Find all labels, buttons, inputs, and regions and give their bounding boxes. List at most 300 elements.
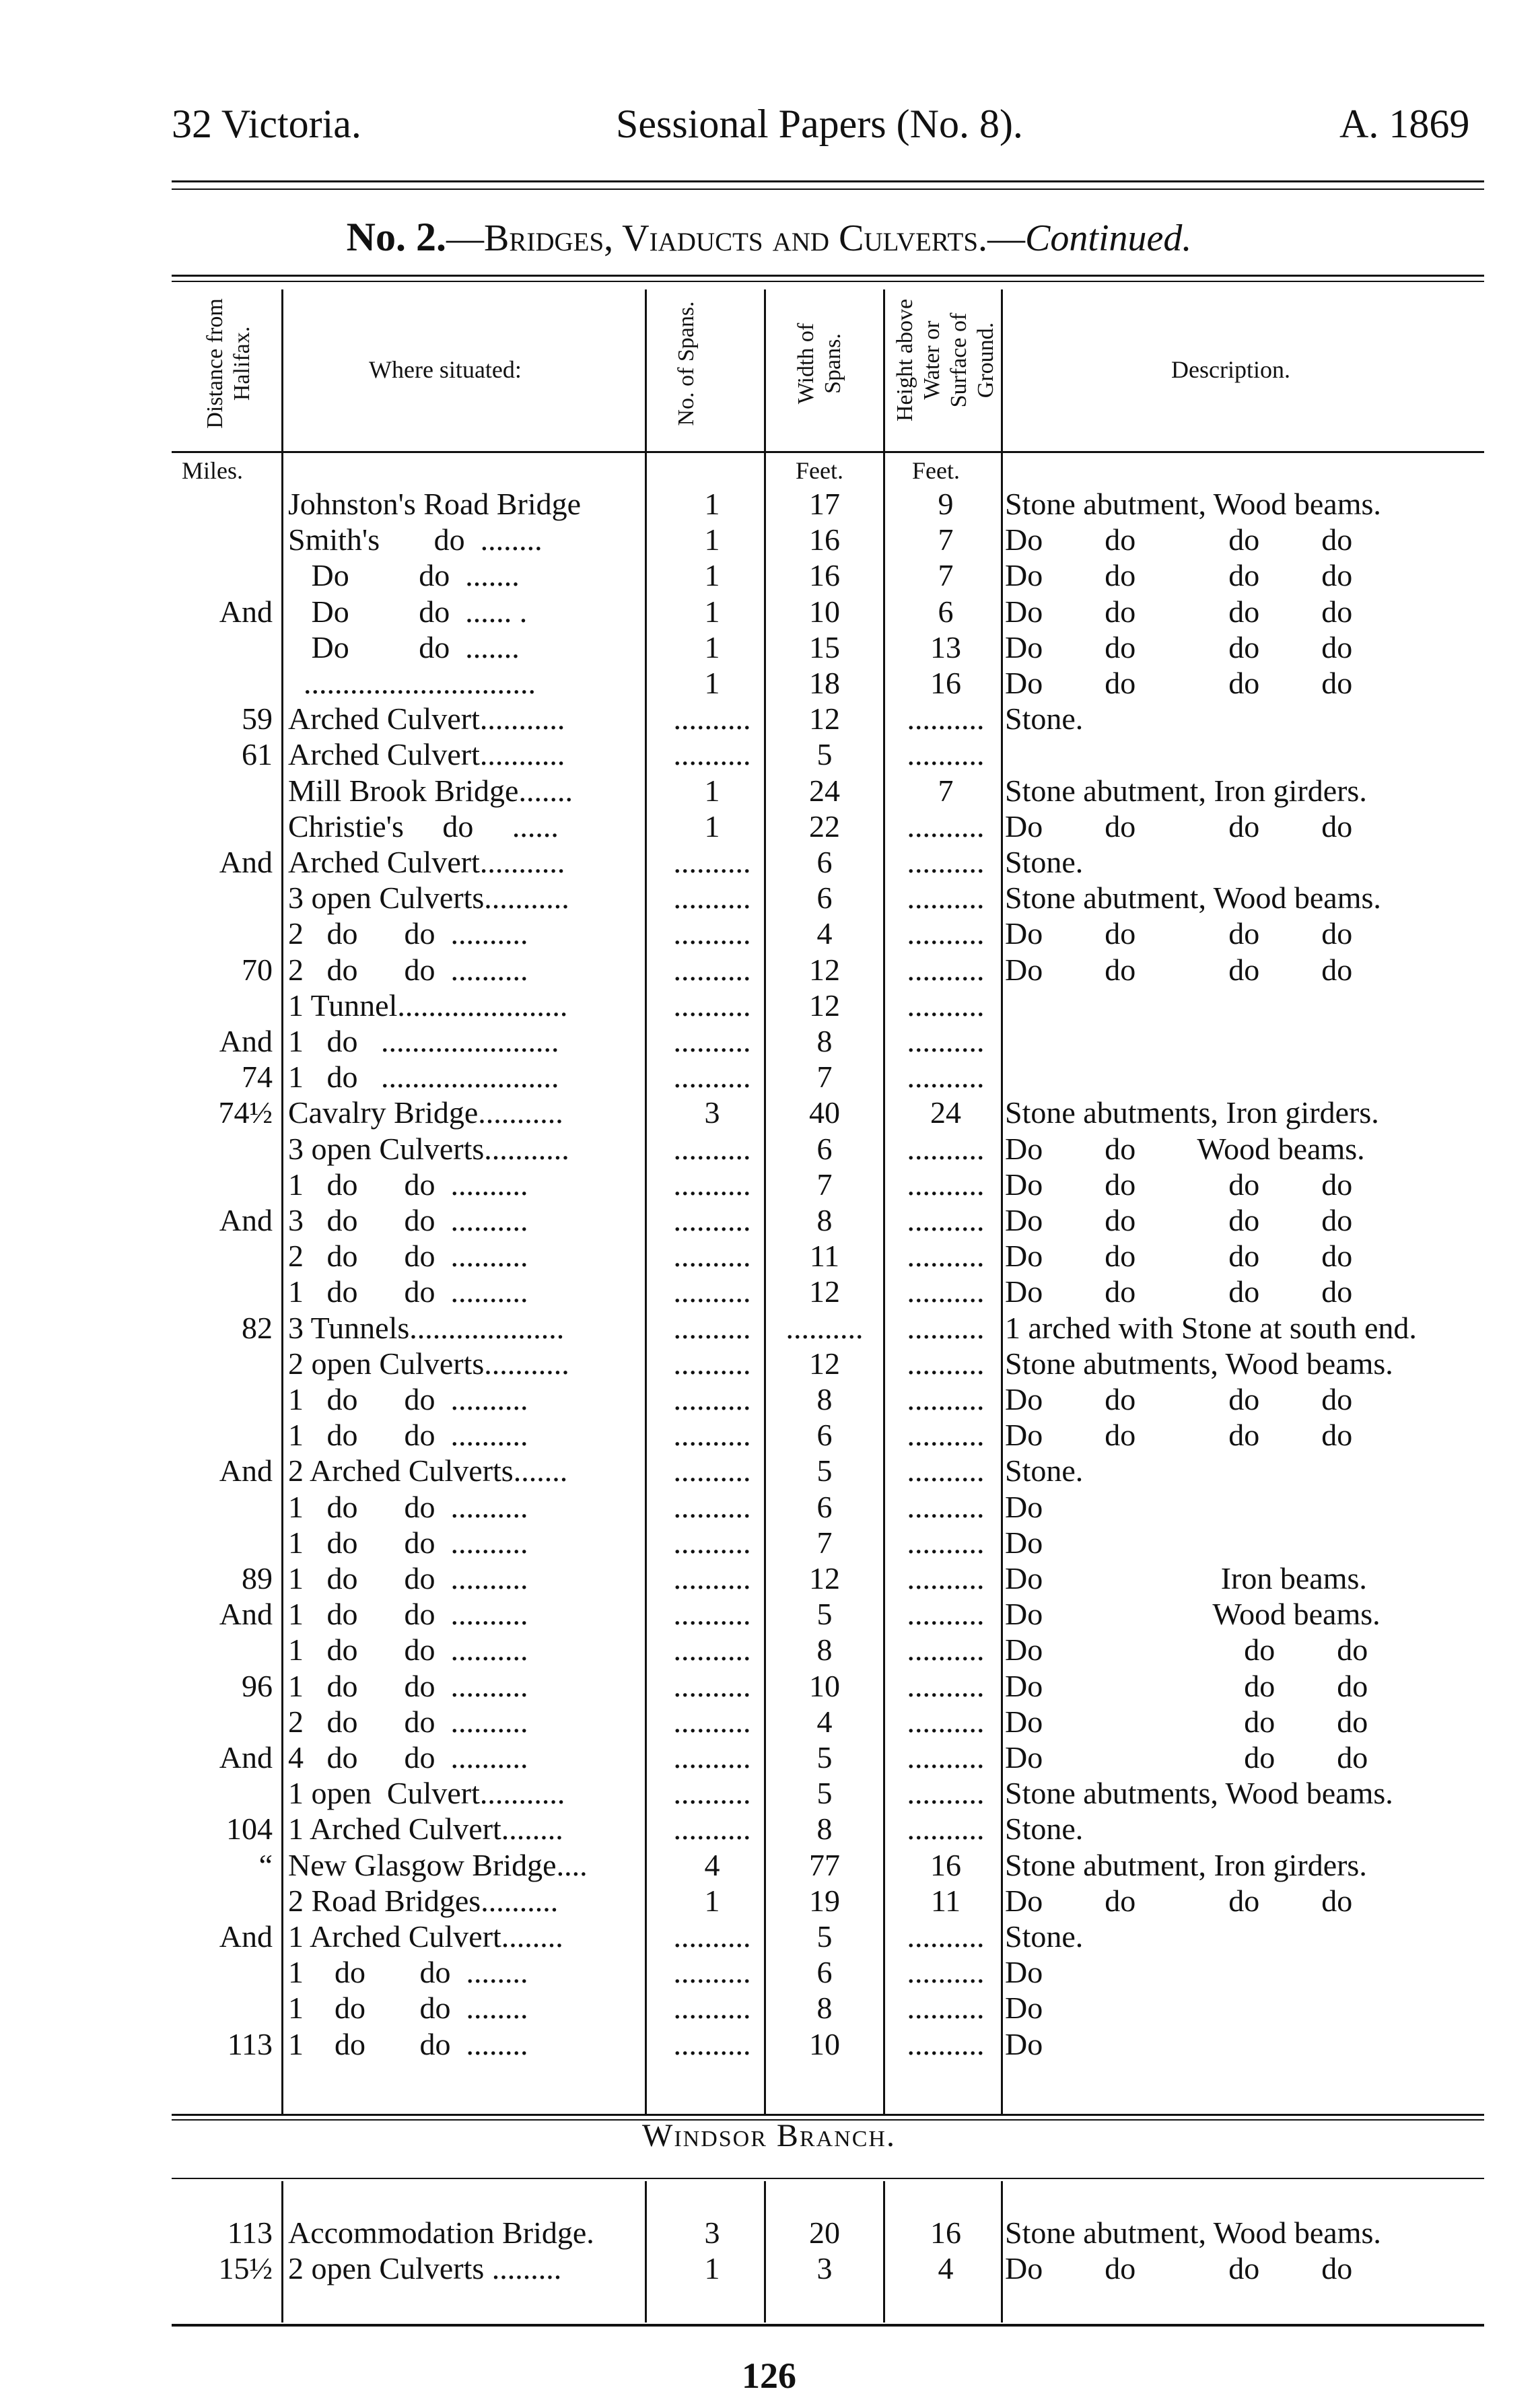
location-cell: 1 do do .......... bbox=[288, 1561, 528, 1595]
width-cell: 8 bbox=[816, 1203, 833, 1237]
table-top-rule bbox=[172, 275, 1484, 277]
width-cell: 8 bbox=[816, 1024, 833, 1058]
description-cell: Do do do do bbox=[1005, 916, 1353, 951]
table-row bbox=[0, 629, 1538, 665]
width-cell: 6 bbox=[816, 1955, 833, 1990]
spans-cell: .......... bbox=[673, 1382, 751, 1416]
height-cell: 4 bbox=[938, 2251, 954, 2285]
height-cell: 11 bbox=[930, 1883, 961, 1918]
spans-cell: .......... bbox=[673, 1776, 751, 1811]
description-cell: Stone. bbox=[1005, 701, 1084, 736]
description-cell: Do do do do bbox=[1005, 1203, 1353, 1237]
width-cell: 40 bbox=[809, 1095, 840, 1130]
height-cell: .......... bbox=[907, 1489, 985, 1524]
width-cell: 6 bbox=[816, 1418, 833, 1453]
location-cell: 2 Road Bridges.......... bbox=[288, 1883, 559, 1918]
table-row bbox=[0, 1310, 1538, 1346]
height-cell: .......... bbox=[907, 1239, 985, 1274]
height-cell: .......... bbox=[907, 1776, 985, 1811]
location-cell: 3 do do .......... bbox=[288, 1203, 528, 1237]
spans-cell: 1 bbox=[704, 2251, 720, 2285]
description-cell: Do Iron beams. bbox=[1005, 1561, 1367, 1595]
width-cell: 77 bbox=[809, 1847, 840, 1882]
location-cell: 1 do do ........ bbox=[288, 1991, 528, 2026]
width-cell: 12 bbox=[809, 1346, 840, 1381]
description-cell: Stone. bbox=[1005, 845, 1084, 879]
width-cell: 16 bbox=[809, 522, 840, 557]
height-cell: .......... bbox=[907, 916, 985, 951]
spans-cell: 4 bbox=[704, 1847, 720, 1882]
description-cell: Stone abutment, Iron girders. bbox=[1005, 1847, 1367, 1882]
table-row bbox=[0, 1740, 1538, 1775]
distance-cell: 70 bbox=[242, 952, 273, 987]
header-right: A. 1869 bbox=[1339, 102, 1470, 146]
height-cell: .......... bbox=[907, 1561, 985, 1595]
spans-cell: .......... bbox=[673, 1740, 751, 1775]
distance-cell: And bbox=[219, 1919, 273, 1954]
height-cell: .......... bbox=[907, 1740, 985, 1775]
description-cell: Do do Wood beams. bbox=[1005, 1131, 1365, 1166]
table-row bbox=[0, 1990, 1538, 2026]
width-cell: 6 bbox=[816, 1131, 833, 1166]
location-cell: 1 do ....................... bbox=[288, 1024, 559, 1058]
spans-cell: .......... bbox=[673, 1239, 751, 1274]
spans-cell: 1 bbox=[704, 594, 720, 629]
table-bottom-rule bbox=[172, 2114, 1484, 2116]
location-cell: 1 do do .......... bbox=[288, 1418, 528, 1453]
spans-cell: .......... bbox=[673, 1167, 751, 1202]
col-head-spans: No. of Spans. bbox=[674, 301, 699, 426]
location-cell: Arched Culvert........... bbox=[288, 845, 565, 879]
table-row bbox=[0, 1847, 1538, 1883]
table-row bbox=[0, 1704, 1538, 1740]
width-cell: 6 bbox=[816, 881, 833, 916]
width-cell: 3 bbox=[816, 2251, 833, 2285]
table-row bbox=[0, 594, 1538, 629]
location-cell: .............................. bbox=[288, 666, 536, 700]
table-row bbox=[0, 486, 1538, 522]
table-row bbox=[0, 1167, 1538, 1202]
col-head-distance: Distance from Halifax. bbox=[203, 298, 254, 429]
description-cell: Stone. bbox=[1005, 1453, 1084, 1488]
height-cell: .......... bbox=[907, 1418, 985, 1453]
location-cell: 1 do do ........ bbox=[288, 2026, 528, 2061]
location-cell: 1 do do .......... bbox=[288, 1668, 528, 1703]
width-cell: 5 bbox=[816, 737, 833, 772]
table-row bbox=[0, 1489, 1538, 1525]
height-cell: .......... bbox=[907, 881, 985, 916]
description-cell: Do do do do bbox=[1005, 1418, 1353, 1453]
spans-cell: .......... bbox=[673, 1991, 751, 2026]
distance-cell: And bbox=[219, 845, 273, 879]
spans-cell: 1 bbox=[704, 522, 720, 557]
spans-cell: 1 bbox=[704, 809, 720, 844]
table-row bbox=[0, 1274, 1538, 1309]
description-cell: Stone. bbox=[1005, 1812, 1084, 1847]
location-cell: 2 do do .......... bbox=[288, 916, 528, 951]
description-cell: Do do do do bbox=[1005, 1883, 1353, 1918]
width-cell: .......... bbox=[785, 1310, 864, 1345]
spans-cell: 3 bbox=[704, 2215, 720, 2250]
width-cell: 7 bbox=[816, 1167, 833, 1202]
location-cell: 2 do do .......... bbox=[288, 952, 528, 987]
description-cell: Do do do bbox=[1005, 1740, 1368, 1775]
location-cell: Accommodation Bridge. bbox=[288, 2215, 594, 2250]
width-cell: 22 bbox=[809, 809, 840, 844]
description-cell: Do bbox=[1005, 1955, 1043, 1990]
height-cell: 16 bbox=[930, 1847, 961, 1882]
width-cell: 8 bbox=[816, 1382, 833, 1416]
description-cell: Stone abutments, Wood beams. bbox=[1005, 1776, 1393, 1811]
table-row bbox=[0, 1954, 1538, 1990]
location-cell: 1 Arched Culvert........ bbox=[288, 1812, 563, 1847]
unit-width-feet: Feet. bbox=[796, 457, 843, 484]
description-cell: Do do do do bbox=[1005, 1382, 1353, 1416]
table-row bbox=[0, 1775, 1538, 1811]
distance-cell: 96 bbox=[242, 1668, 273, 1703]
location-cell: 1 do do .......... bbox=[288, 1274, 528, 1309]
width-cell: 8 bbox=[816, 1812, 833, 1847]
height-cell: .......... bbox=[907, 1668, 985, 1703]
description-cell: Do do do do bbox=[1005, 522, 1353, 557]
width-cell: 6 bbox=[816, 845, 833, 879]
width-cell: 20 bbox=[809, 2215, 840, 2250]
height-cell: .......... bbox=[907, 1167, 985, 1202]
spans-cell: .......... bbox=[673, 1453, 751, 1488]
spans-cell: .......... bbox=[673, 1955, 751, 1990]
height-cell: 24 bbox=[930, 1095, 961, 1130]
width-cell: 8 bbox=[816, 1632, 833, 1667]
unit-height-feet: Feet. bbox=[912, 457, 960, 484]
distance-cell: 89 bbox=[242, 1561, 273, 1595]
col-head-width: Width of Spans. bbox=[794, 322, 845, 405]
distance-cell: 74½ bbox=[218, 1095, 273, 1130]
col-head-where: Where situated: bbox=[369, 356, 522, 383]
location-cell: 1 do ....................... bbox=[288, 1060, 559, 1095]
table-row bbox=[0, 665, 1538, 701]
spans-cell: 1 bbox=[704, 1883, 720, 1918]
table-row bbox=[0, 880, 1538, 916]
width-cell: 12 bbox=[809, 952, 840, 987]
height-cell: .......... bbox=[907, 1597, 985, 1632]
spans-cell: .......... bbox=[673, 1561, 751, 1595]
col-head-description: Description. bbox=[1171, 356, 1290, 383]
location-cell: Mill Brook Bridge....... bbox=[288, 773, 573, 808]
width-cell: 18 bbox=[809, 666, 840, 700]
table-row bbox=[0, 773, 1538, 809]
table-row bbox=[0, 1381, 1538, 1417]
spans-cell: .......... bbox=[673, 737, 751, 772]
distance-cell: 104 bbox=[226, 1812, 273, 1847]
spans-cell: 3 bbox=[704, 1095, 720, 1130]
spans-cell: .......... bbox=[673, 916, 751, 951]
description-cell: Do do do do bbox=[1005, 1274, 1353, 1309]
distance-cell: And bbox=[219, 1453, 273, 1488]
description-cell: Do do do do bbox=[1005, 1167, 1353, 1202]
table-row bbox=[0, 1095, 1538, 1130]
branch-rule bbox=[172, 2178, 1484, 2179]
header-rule-top bbox=[172, 180, 1484, 182]
spans-cell: .......... bbox=[673, 1024, 751, 1058]
description-cell: Stone abutment, Wood beams. bbox=[1005, 2215, 1381, 2250]
width-cell: 10 bbox=[809, 1668, 840, 1703]
distance-cell: And bbox=[219, 594, 273, 629]
height-cell: .......... bbox=[907, 701, 985, 736]
width-cell: 7 bbox=[816, 1060, 833, 1095]
distance-cell: And bbox=[219, 1024, 273, 1058]
spans-cell: .......... bbox=[673, 1418, 751, 1453]
distance-cell: 15½ bbox=[218, 2251, 273, 2285]
spans-cell: .......... bbox=[673, 1668, 751, 1703]
table-row bbox=[0, 557, 1538, 593]
description-cell: Do do do do bbox=[1005, 629, 1353, 664]
height-cell: .......... bbox=[907, 1131, 985, 1166]
height-cell: .......... bbox=[907, 1346, 985, 1381]
page-number: 126 bbox=[742, 2355, 796, 2396]
description-cell: Stone abutment, Wood beams. bbox=[1005, 881, 1381, 916]
table-row bbox=[0, 1023, 1538, 1059]
spans-cell: .......... bbox=[673, 1310, 751, 1345]
height-cell: .......... bbox=[907, 1704, 985, 1739]
table-row bbox=[0, 701, 1538, 736]
heading-rule bbox=[172, 451, 1484, 453]
spans-cell: .......... bbox=[673, 1919, 751, 1954]
height-cell: .......... bbox=[907, 1203, 985, 1237]
description-cell: Do do do do bbox=[1005, 594, 1353, 629]
height-cell: .......... bbox=[907, 1274, 985, 1309]
table-continued: Continued. bbox=[1025, 217, 1192, 259]
height-cell: 6 bbox=[938, 594, 954, 629]
header-center: Sessional Papers (No. 8). bbox=[616, 102, 1023, 146]
spans-cell: .......... bbox=[673, 1704, 751, 1739]
distance-cell: And bbox=[219, 1740, 273, 1775]
description-cell: Do Wood beams. bbox=[1005, 1597, 1380, 1632]
header-rule-bottom bbox=[172, 188, 1484, 190]
description-cell: Stone abutments, Iron girders. bbox=[1005, 1095, 1379, 1130]
location-cell: 2 do do .......... bbox=[288, 1704, 528, 1739]
distance-cell: “ bbox=[258, 1847, 273, 1882]
height-cell: 7 bbox=[938, 522, 954, 557]
table-row bbox=[0, 1632, 1538, 1667]
location-cell: 3 open Culverts........... bbox=[288, 1131, 569, 1166]
distance-cell: 59 bbox=[242, 701, 273, 736]
spans-cell: .......... bbox=[673, 1203, 751, 1237]
distance-cell: 113 bbox=[227, 2215, 273, 2250]
width-cell: 5 bbox=[816, 1453, 833, 1488]
distance-cell: 82 bbox=[242, 1310, 273, 1345]
height-cell: 7 bbox=[938, 558, 954, 593]
table-row bbox=[0, 1919, 1538, 1954]
location-cell: New Glasgow Bridge.... bbox=[288, 1847, 588, 1882]
spans-cell: .......... bbox=[673, 2026, 751, 2061]
description-cell: Stone abutment, Iron girders. bbox=[1005, 773, 1367, 808]
spans-cell: .......... bbox=[673, 845, 751, 879]
height-cell: 13 bbox=[930, 629, 961, 664]
location-cell: Do do ....... bbox=[288, 558, 520, 593]
height-cell: .......... bbox=[907, 2026, 985, 2061]
table-top-rule-2 bbox=[172, 281, 1484, 282]
table-row bbox=[0, 1238, 1538, 1274]
col-head-height: Height above Water or Surface of Ground. bbox=[893, 298, 998, 422]
table-row bbox=[0, 1883, 1538, 1919]
location-cell: 1 Arched Culvert........ bbox=[288, 1919, 563, 1954]
height-cell: .......... bbox=[907, 1525, 985, 1560]
width-cell: 11 bbox=[809, 1239, 840, 1274]
spans-cell: .......... bbox=[673, 1489, 751, 1524]
spans-cell: .......... bbox=[673, 1131, 751, 1166]
page-bottom-rule bbox=[172, 2324, 1484, 2327]
width-cell: 16 bbox=[809, 558, 840, 593]
height-cell: 7 bbox=[938, 773, 954, 808]
location-cell: 4 do do .......... bbox=[288, 1740, 528, 1775]
description-cell: Do do do bbox=[1005, 1704, 1368, 1739]
location-cell: 2 open Culverts ......... bbox=[288, 2251, 562, 2285]
distance-cell: 113 bbox=[227, 2026, 273, 2061]
table-row bbox=[0, 916, 1538, 951]
width-cell: 12 bbox=[809, 701, 840, 736]
distance-cell: And bbox=[219, 1203, 273, 1237]
width-cell: 10 bbox=[809, 594, 840, 629]
height-cell: .......... bbox=[907, 1024, 985, 1058]
location-cell: Cavalry Bridge........... bbox=[288, 1095, 563, 1130]
location-cell: Johnston's Road Bridge bbox=[288, 487, 582, 521]
description-cell: Do do do do bbox=[1005, 558, 1353, 593]
location-cell: Arched Culvert........... bbox=[288, 701, 565, 736]
spans-cell: .......... bbox=[673, 1812, 751, 1847]
height-cell: 16 bbox=[930, 666, 961, 700]
location-cell: 2 open Culverts........... bbox=[288, 1346, 569, 1381]
table-row bbox=[0, 1453, 1538, 1488]
location-cell: Smith's do ........ bbox=[288, 522, 543, 557]
table-row bbox=[0, 1668, 1538, 1704]
width-cell: 6 bbox=[816, 1489, 833, 1524]
table-row bbox=[0, 1560, 1538, 1596]
spans-cell: 1 bbox=[704, 666, 720, 700]
distance-cell: And bbox=[219, 1597, 273, 1632]
height-cell: .......... bbox=[907, 1919, 985, 1954]
table-row bbox=[0, 809, 1538, 844]
description-cell: Stone abutment, Wood beams. bbox=[1005, 487, 1381, 521]
description-cell: Do do do bbox=[1005, 1632, 1368, 1667]
height-cell: .......... bbox=[907, 1382, 985, 1416]
spans-cell: 1 bbox=[704, 629, 720, 664]
location-cell: Do do ....... bbox=[288, 629, 520, 664]
height-cell: .......... bbox=[907, 1955, 985, 1990]
description-cell: Do do do do bbox=[1005, 2251, 1353, 2285]
location-cell: 1 do do ........ bbox=[288, 1955, 528, 1990]
location-cell: 1 open Culvert........... bbox=[288, 1776, 565, 1811]
table-row bbox=[0, 522, 1538, 557]
table-row bbox=[0, 736, 1538, 772]
description-cell: Do bbox=[1005, 2026, 1043, 2061]
height-cell: .......... bbox=[907, 1812, 985, 1847]
height-cell: .......... bbox=[907, 1453, 985, 1488]
spans-cell: .......... bbox=[673, 952, 751, 987]
width-cell: 5 bbox=[816, 1740, 833, 1775]
description-cell: Stone abutments, Wood beams. bbox=[1005, 1346, 1393, 1381]
location-cell: Do do ...... . bbox=[288, 594, 528, 629]
location-cell: 1 do do .......... bbox=[288, 1597, 528, 1632]
description-cell: Stone. bbox=[1005, 1919, 1084, 1954]
width-cell: 15 bbox=[809, 629, 840, 664]
spans-cell: .......... bbox=[673, 988, 751, 1023]
description-cell: Do do do bbox=[1005, 1668, 1368, 1703]
height-cell: .......... bbox=[907, 1991, 985, 2026]
unit-miles: Miles. bbox=[182, 457, 244, 484]
description-cell: Do do do do bbox=[1005, 666, 1353, 700]
table-title bbox=[0, 214, 1538, 261]
spans-cell: .......... bbox=[673, 1525, 751, 1560]
width-cell: 12 bbox=[809, 988, 840, 1023]
table-number: No. 2. bbox=[346, 215, 446, 259]
table-row bbox=[0, 1059, 1538, 1095]
width-cell: 4 bbox=[816, 916, 833, 951]
width-cell: 12 bbox=[809, 1561, 840, 1595]
header-left: 32 Victoria. bbox=[172, 102, 361, 146]
spans-cell: .......... bbox=[673, 1060, 751, 1095]
description-cell: 1 arched with Stone at south end. bbox=[1005, 1310, 1417, 1345]
description-cell: Do bbox=[1005, 1991, 1043, 2026]
location-cell: Christie's do ...... bbox=[288, 809, 559, 844]
table-row bbox=[0, 1346, 1538, 1381]
height-cell: .......... bbox=[907, 1060, 985, 1095]
table-title-text: —Bridges, Viaducts and Culverts.— bbox=[446, 217, 1026, 259]
branch-title: Windsor Branch. bbox=[642, 2118, 896, 2154]
location-cell: 2 do do .......... bbox=[288, 1239, 528, 1274]
table-row bbox=[0, 988, 1538, 1023]
spans-cell: .......... bbox=[673, 1597, 751, 1632]
width-cell: 4 bbox=[816, 1704, 833, 1739]
description-cell: Do do do do bbox=[1005, 1239, 1353, 1274]
location-cell: 1 do do .......... bbox=[288, 1167, 528, 1202]
location-cell: 2 Arched Culverts....... bbox=[288, 1453, 568, 1488]
spans-cell: 1 bbox=[704, 558, 720, 593]
location-cell: Arched Culvert........... bbox=[288, 737, 565, 772]
width-cell: 5 bbox=[816, 1919, 833, 1954]
location-cell: 1 do do .......... bbox=[288, 1632, 528, 1667]
table-row bbox=[0, 1202, 1538, 1238]
location-cell: 1 Tunnel...................... bbox=[288, 988, 568, 1023]
location-cell: 1 do do .......... bbox=[288, 1525, 528, 1560]
spans-cell: .......... bbox=[673, 1274, 751, 1309]
width-cell: 7 bbox=[816, 1525, 833, 1560]
table-row bbox=[0, 1131, 1538, 1167]
description-cell: Do do do do bbox=[1005, 809, 1353, 844]
height-cell: .......... bbox=[907, 988, 985, 1023]
spans-cell: .......... bbox=[673, 881, 751, 916]
table-row bbox=[0, 1417, 1538, 1453]
table-row bbox=[0, 1596, 1538, 1632]
table-row bbox=[0, 2026, 1538, 2062]
distance-cell: 74 bbox=[242, 1060, 273, 1095]
width-cell: 19 bbox=[809, 1883, 840, 1918]
width-cell: 5 bbox=[816, 1597, 833, 1632]
table-row bbox=[0, 2250, 1538, 2286]
height-cell: .......... bbox=[907, 809, 985, 844]
height-cell: .......... bbox=[907, 1632, 985, 1667]
width-cell: 24 bbox=[809, 773, 840, 808]
location-cell: 1 do do .......... bbox=[288, 1489, 528, 1524]
table-row bbox=[0, 1811, 1538, 1847]
spans-cell: 1 bbox=[704, 487, 720, 521]
height-cell: .......... bbox=[907, 1310, 985, 1345]
spans-cell: .......... bbox=[673, 1632, 751, 1667]
width-cell: 10 bbox=[809, 2026, 840, 2061]
height-cell: .......... bbox=[907, 845, 985, 879]
width-cell: 5 bbox=[816, 1776, 833, 1811]
width-cell: 12 bbox=[809, 1274, 840, 1309]
width-cell: 17 bbox=[809, 487, 840, 521]
